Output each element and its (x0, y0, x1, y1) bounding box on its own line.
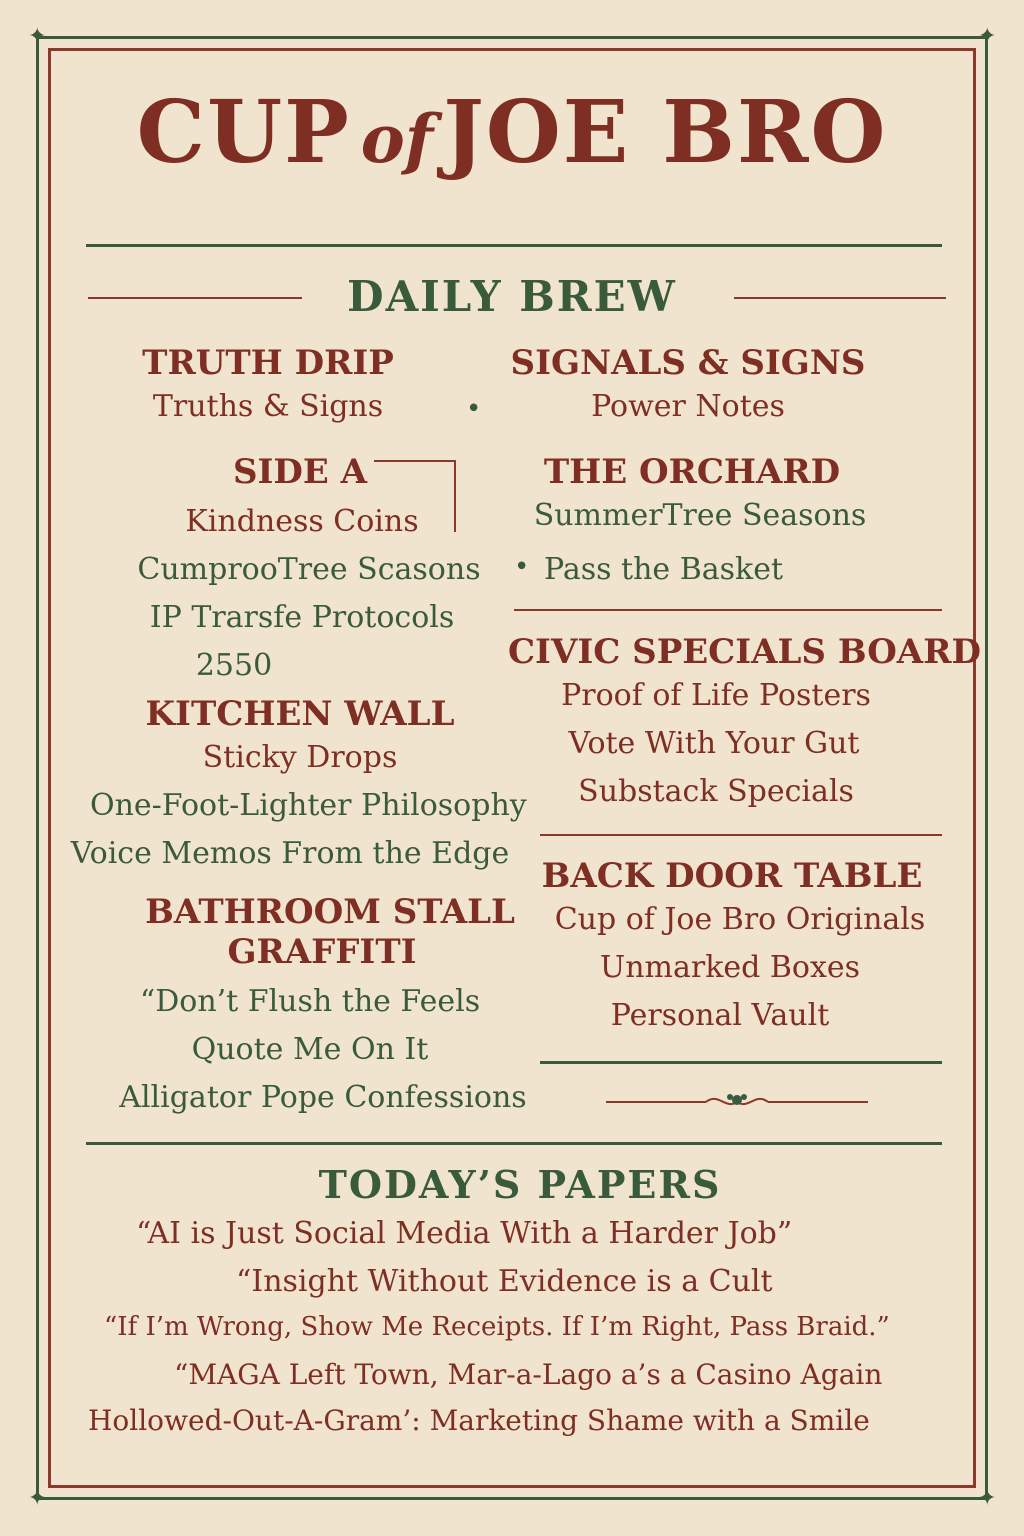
paper-headline: “AI is Just Social Media With a Harder Job” (136, 1216, 793, 1251)
side-a-heading: SIDE A (232, 452, 368, 492)
list-item: “Don’t Flush the Feels (139, 984, 481, 1019)
list-item: Kindness Coins (185, 504, 419, 539)
list-item: Cup of Joe Bro Originals (554, 902, 926, 937)
list-item: Alligator Pope Confessions (119, 1080, 527, 1115)
page-title (0, 82, 1024, 183)
signals-heading: SIGNALS & SIGNS (510, 343, 866, 383)
orchard-item-basket (544, 546, 824, 594)
flourish-icon (606, 1088, 868, 1118)
right-divider (540, 1061, 942, 1064)
list-item: Pass the Basket (544, 552, 784, 587)
bullet-icon: • (514, 552, 530, 582)
title-of: of (360, 100, 434, 178)
list-item: Truths & Signs (152, 389, 384, 424)
right-divider (514, 609, 942, 611)
list-item: SummerTree Seasons (533, 498, 867, 533)
list-item: Unmarked Boxes (599, 950, 861, 985)
corner-ornament-icon: ✦ (28, 1486, 47, 1511)
corner-ornament-icon: ✦ (28, 24, 47, 49)
list-item: Proof of Life Posters (561, 678, 871, 713)
kitchen-wall-section (70, 694, 527, 878)
daily-brew-heading: DAILY BREW (347, 272, 677, 321)
list-item: Substack Specials (578, 774, 854, 809)
back-door-section (540, 856, 940, 1040)
civic-heading: CIVIC SPECIALS BOARD (508, 632, 981, 672)
daily-brew-rule-right (734, 297, 946, 299)
paper-headline: “If I’m Wrong, Show Me Receipts. If I’m Right, Pass Braid.” (104, 1312, 890, 1342)
truth-drip-heading: TRUTH DRIP (142, 343, 394, 383)
list-item: Voice Memos From the Edge (70, 836, 510, 871)
list-item: Quote Me On It (191, 1032, 429, 1067)
paper-headline: “Insight Without Evidence is a Cult (236, 1264, 773, 1299)
back-door-heading: BACK DOOR TABLE (541, 856, 923, 896)
list-item: 2550 (195, 648, 273, 683)
civic-section (508, 632, 981, 816)
papers-divider (86, 1142, 942, 1145)
title-divider (86, 244, 942, 247)
daily-brew-rule-left (88, 297, 302, 299)
side-a-items (110, 498, 510, 690)
bathroom-stall-heading: GRAFFITI (227, 932, 417, 972)
right-divider (540, 834, 942, 836)
bullet-icon: • (466, 394, 482, 424)
paper-headline: “MAGA Left Town, Mar-a-Lago a’s a Casino Again (174, 1358, 883, 1391)
paper-headline: Hollowed-Out-A-Gram’: Marketing Shame with a Smile (88, 1404, 870, 1437)
list-item: CumprooTree Scasons (137, 552, 481, 587)
orchard-section (510, 452, 890, 540)
title-cup: CUP (136, 82, 351, 183)
orchard-heading: THE ORCHARD (543, 452, 841, 492)
list-item: Power Notes (591, 389, 785, 424)
signals-section (508, 343, 868, 431)
list-item: Vote With Your Gut (568, 726, 860, 761)
truth-drip-section (108, 343, 428, 431)
bathroom-stall-section (110, 892, 550, 1122)
list-item: Personal Vault (610, 998, 830, 1033)
list-item: IP Trarsfe Protocols (149, 600, 455, 635)
todays-papers-heading: TODAY’S PAPERS (318, 1162, 722, 1207)
bathroom-stall-heading: BATHROOM STALL (145, 892, 515, 932)
list-item: One-Foot-Lighter Philosophy (90, 788, 527, 823)
list-item: Sticky Drops (202, 740, 398, 775)
corner-ornament-icon: ✦ (978, 1486, 997, 1511)
corner-ornament-icon: ✦ (978, 24, 997, 49)
title-joe-bro: JOE BRO (443, 82, 888, 183)
kitchen-wall-heading: KITCHEN WALL (145, 694, 455, 734)
